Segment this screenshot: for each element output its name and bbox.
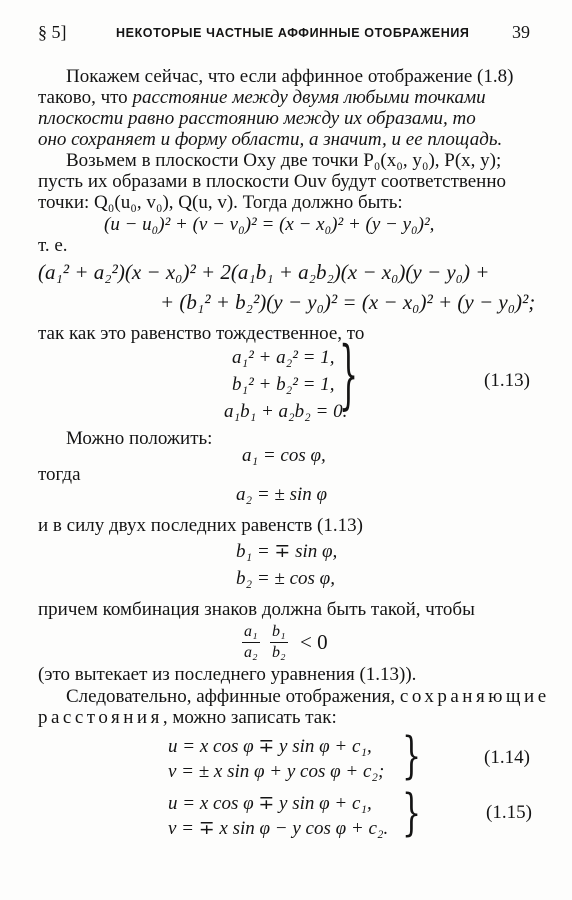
- equation-b1: b₁ = ∓ sin φ,: [236, 541, 338, 562]
- paragraph-1-emphasis-start: расстояние между двумя любыми точками: [132, 87, 486, 108]
- equation-number-1-13: (1.13): [484, 370, 530, 391]
- equation-a2: a₂ = ± sin φ: [236, 484, 328, 505]
- system-1-13-eq-1: a₁² + a₂² = 1,: [232, 347, 335, 368]
- fraction-b-denominator: b₂: [272, 644, 286, 661]
- right-brace-1-14: }: [402, 728, 422, 786]
- right-brace-1-13: }: [339, 332, 359, 420]
- text-togda: тогда: [38, 464, 81, 485]
- system-1-14-eq-2: v = ± x sin φ + y cos φ + c₂;: [168, 761, 385, 782]
- equation-a1: a₁ = cos φ,: [242, 445, 326, 466]
- spaced-word-rasstoyaniya: расстояния: [38, 707, 163, 728]
- spaced-word-sohranyayushchie: сохраняющие: [399, 686, 550, 707]
- fraction-b1-b2: [270, 624, 288, 661]
- text-sledovatelno-start: Следовательно, аффинные отображения,: [66, 686, 400, 707]
- identity-text: так как это равенство тождественное, то: [38, 323, 365, 344]
- fraction-a1-a2: [242, 624, 260, 661]
- page-number: 39: [512, 22, 530, 42]
- system-1-15-eq-1: u = x cos φ ∓ y sin φ + c₁,: [168, 793, 372, 814]
- text-rasstoyaniya: [38, 708, 337, 727]
- fraction-b-numerator: b₁: [270, 624, 288, 643]
- system-1-13-eq-3: a₁b₁ + a₂b₂ = 0.: [224, 401, 348, 422]
- paragraph-1-line-2-start: таково, что: [38, 87, 133, 108]
- text-i-v-silu: и в силу двух последних равенств (1.13): [38, 515, 363, 536]
- equation-expanded-line-1: (a₁² + a₂²)(x − x₀)² + 2(a₁b₁ + a₂b₂)(x − x₀)(y − y₀) +: [38, 260, 490, 284]
- system-1-15-eq-2: v = ∓ x sin φ − y cos φ + c₂.: [168, 818, 389, 839]
- paragraph-1-line-3: плоскости равно расстоянию между их образами, то: [38, 108, 476, 129]
- text-sledovatelno: [66, 687, 550, 706]
- equation-b2: b₂ = ± cos φ,: [236, 568, 335, 589]
- text-prichem: причем комбинация знаков должна быть такой, чтобы: [38, 599, 475, 620]
- paragraph-2-line-2: пусть их образами в плоскости Ouv будут соответственно: [38, 171, 507, 192]
- right-brace-1-15: }: [402, 785, 422, 843]
- inequality-relation: < 0: [300, 630, 328, 654]
- paragraph-1-line-1: Покажем сейчас, что если аффинное отображение (1.8): [66, 66, 514, 87]
- paragraph-2-line-3: точки: Q₀(u₀, v₀), Q(u, v). Тогда должно быть:: [38, 192, 403, 213]
- system-1-13-eq-2: b₁² + b₂² = 1,: [232, 374, 335, 395]
- paragraph-1-line-4: оно сохраняет и форму области, а значит, и ее площадь.: [38, 129, 503, 150]
- text-eto-vytekaet: (это вытекает из последнего уравнения (1.13)).: [38, 664, 417, 685]
- paragraph-2-line-1: Возьмем в плоскости Oxy две точки P₀(x₀, y₀), P(x, y);: [66, 150, 502, 171]
- text-mozhno-polozhit: Можно положить:: [66, 428, 213, 449]
- paragraph-1-line-2: [38, 88, 486, 107]
- equation-expanded-line-2: + (b₁² + b₂²)(y − y₀)² = (x − x₀)² + (y − y₀)²;: [160, 290, 536, 314]
- equation-distance: (u − u₀)² + (v − v₀)² = (x − x₀)² + (y − y₀)²,: [104, 214, 435, 235]
- equation-number-1-14: (1.14): [484, 747, 530, 768]
- equation-number-1-15: (1.15): [486, 802, 532, 823]
- section-marker: § 5]: [38, 22, 67, 42]
- system-1-14-eq-1: u = x cos φ ∓ y sin φ + c₁,: [168, 736, 372, 757]
- text-rasstoyaniya-rest: , можно записать так:: [162, 707, 337, 728]
- running-title: НЕКОТОРЫЕ ЧАСТНЫЕ АФФИННЫЕ ОТОБРАЖЕНИЯ: [116, 26, 470, 40]
- text-te: т. е.: [38, 235, 68, 256]
- fraction-a-numerator: a₁: [242, 624, 260, 643]
- fraction-a-denominator: a₂: [244, 644, 258, 661]
